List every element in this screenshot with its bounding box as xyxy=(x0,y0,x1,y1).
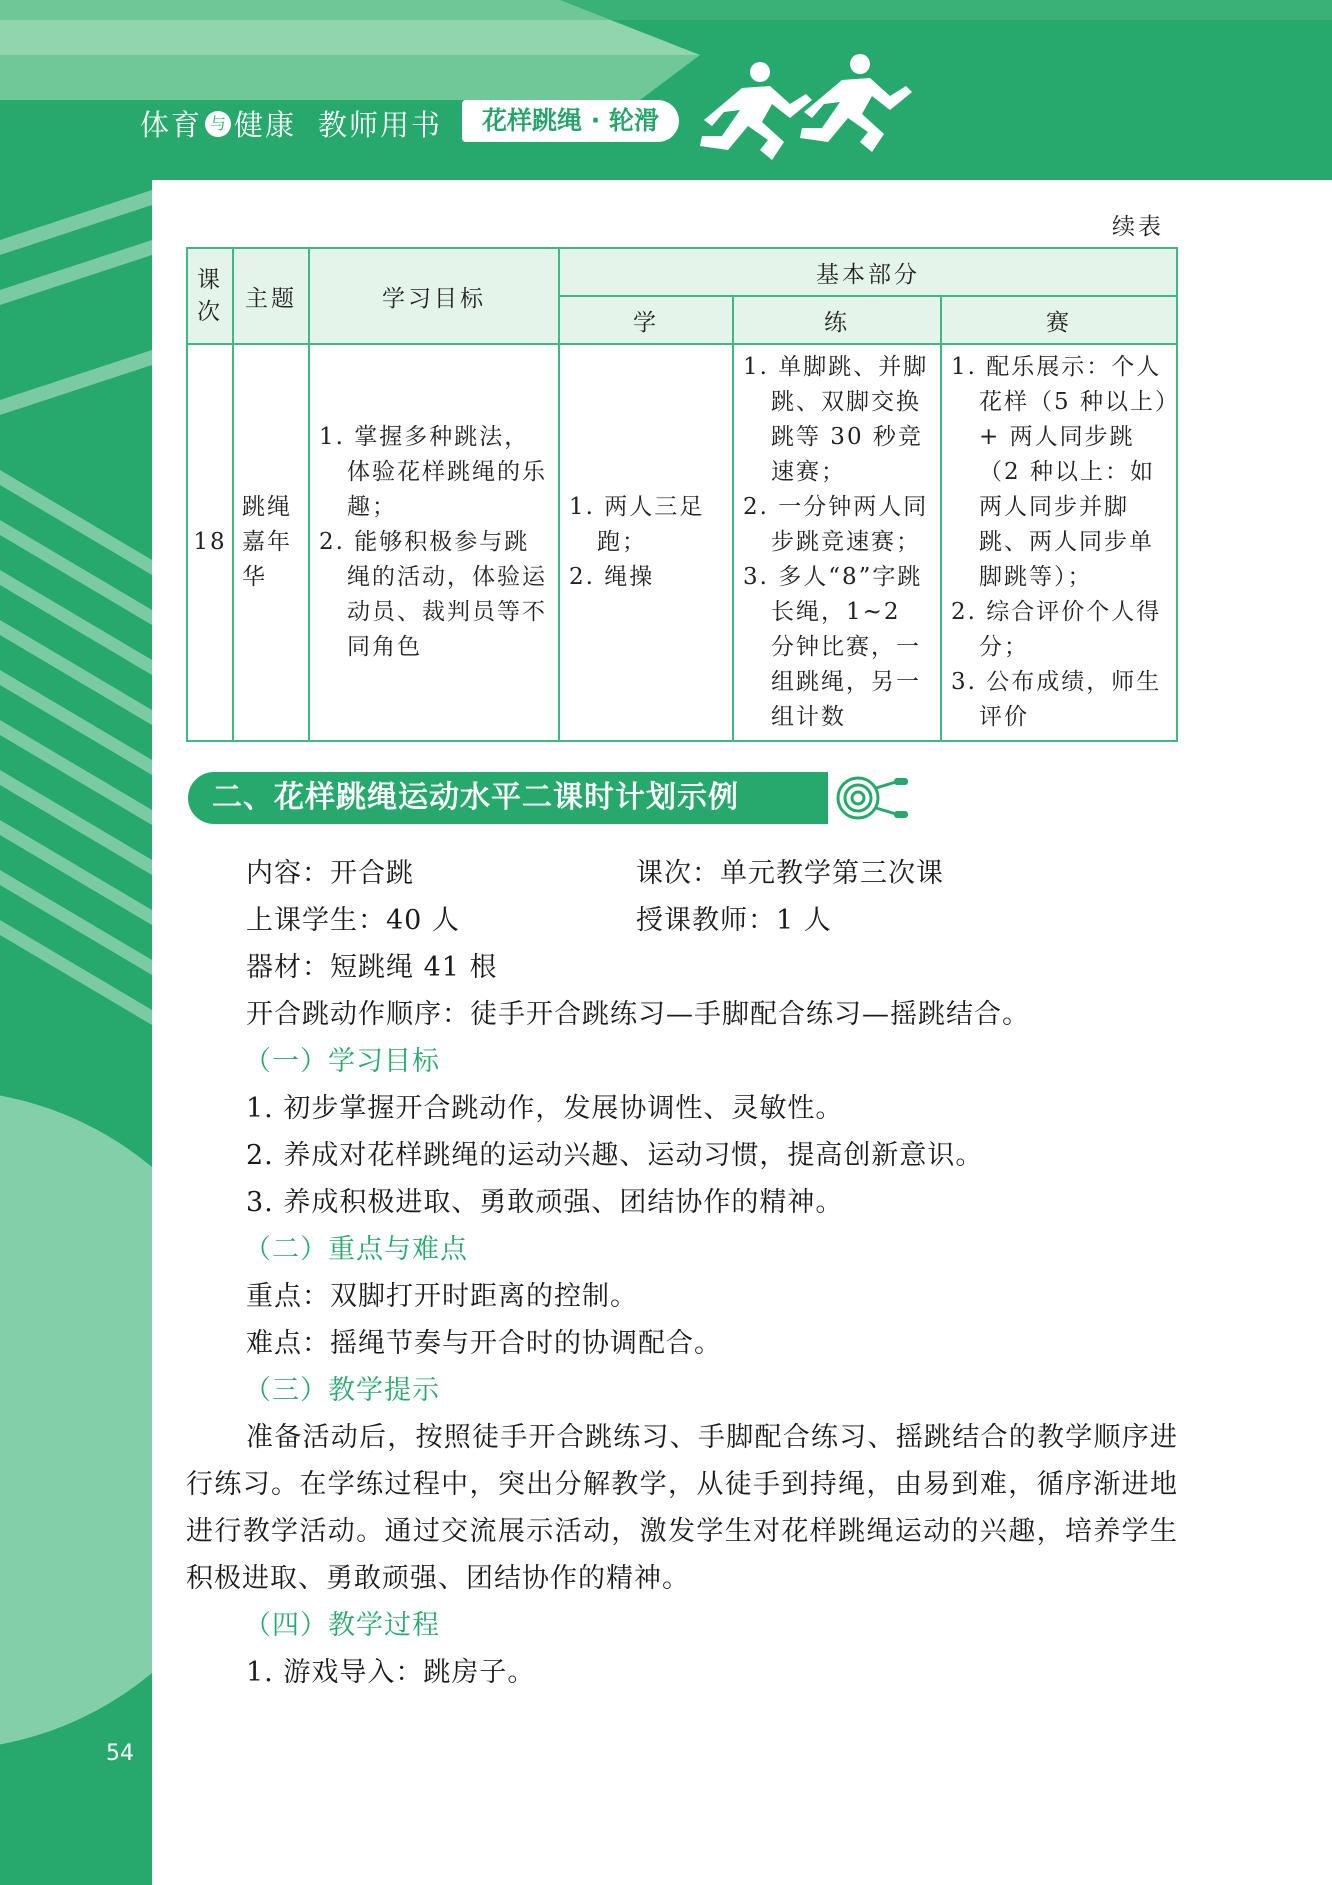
list-item: 2. 养成对花样跳绳的运动兴趣、运动习惯，提高创新意识。 xyxy=(246,1140,984,1171)
info-sequence: 开合跳动作顺序：徒手开合跳练习—手脚配合练习—摇跳结合。 xyxy=(246,999,1030,1030)
objective-item: 1. 掌握多种跳法，体验花样跳绳的乐趣； xyxy=(319,424,547,520)
section-heading-process: （四）教学过程 xyxy=(244,1610,440,1641)
compete-item: 1. 配乐展示：个人花样（5 种以上）+ 两人同步跳（2 种以上：如两人同步并脚跳、两人同步单脚跳等）； xyxy=(951,354,1169,590)
jump-rope-icon xyxy=(834,770,914,826)
cell-theme: 跳绳嘉年华 xyxy=(233,344,309,741)
header-compete: 赛 xyxy=(941,296,1177,344)
list-item: 1. 初步掌握开合跳动作，发展协调性、灵敏性。 xyxy=(246,1093,844,1124)
info-lesson-no: 课次：单元教学第三次课 xyxy=(636,858,944,889)
header-objectives: 学习目标 xyxy=(309,248,559,344)
book-title-with-badge: 与 xyxy=(205,111,231,137)
info-teachers: 授课教师：1 人 xyxy=(636,905,832,936)
header-basic-part: 基本部分 xyxy=(559,248,1177,296)
header-learn: 学 xyxy=(559,296,733,344)
learn-item: 2. 绳操 xyxy=(569,564,655,590)
section-heading-tips: （三）教学提示 xyxy=(244,1375,440,1406)
key-point: 重点：双脚打开时距离的控制。 xyxy=(246,1281,638,1312)
section-heading-objectives: （一）学习目标 xyxy=(244,1046,440,1077)
cell-learn xyxy=(559,344,733,741)
header-theme: 主题 xyxy=(233,248,309,344)
info-content: 内容：开合跳 xyxy=(246,858,414,889)
book-title-part3: 教师用书 xyxy=(318,108,443,142)
process-item: 1. 游戏导入：跳房子。 xyxy=(246,1657,536,1688)
practice-item: 3. 多人“8”字跳长绳，1~2 分钟比赛，一组跳绳，另一组计数 xyxy=(743,564,923,730)
practice-item: 2. 一分钟两人同步跳竞速赛； xyxy=(743,494,929,555)
page-number: 54 xyxy=(106,1741,134,1766)
lesson-table xyxy=(186,247,1178,742)
book-title xyxy=(140,103,442,144)
cell-objectives xyxy=(309,344,559,741)
section-title-banner: 二、花样跳绳运动水平二课时计划示例 xyxy=(188,772,828,824)
compete-item: 2. 综合评价个人得分； xyxy=(951,599,1162,660)
info-students: 上课学生：40 人 xyxy=(246,905,460,936)
teaching-tips-paragraph: 准备活动后，按照徒手开合跳练习、手脚配合练习、摇跳结合的教学顺序进行练习。在学练过程中，突出分解教学，从徒手到持绳，由易到难，循序渐进地进行教学活动。通过交流展示活动，激发学生对花样跳绳运动的兴趣，培养学生积极进取、勇敢顽强、团结协作的精神。 xyxy=(186,1422,1178,1594)
header-practice: 练 xyxy=(733,296,941,344)
objective-item: 2. 能够积极参与跳绳的活动，体验运动员、裁判员等不同角色 xyxy=(319,529,547,660)
table-row xyxy=(187,344,1177,741)
header-lesson: 课次 xyxy=(187,248,233,344)
cell-practice xyxy=(733,344,941,741)
cell-compete xyxy=(941,344,1177,741)
cell-lesson: 18 xyxy=(187,344,233,741)
practice-item: 1. 单脚跳、并脚跳、双脚交换跳等 30 秒竞速赛； xyxy=(743,354,929,485)
difficulty-point: 难点：摇绳节奏与开合时的协调配合。 xyxy=(246,1328,722,1359)
compete-item: 3. 公布成绩，师生评价 xyxy=(951,669,1162,730)
module-label: 花样跳绳 · 轮滑 xyxy=(462,100,679,142)
book-title-part2: 健康 xyxy=(234,108,297,142)
book-title-part1: 体育 xyxy=(140,108,203,142)
learn-item: 1. 两人三足跑； xyxy=(569,494,705,555)
lesson-plan-body xyxy=(186,850,1178,1696)
section-heading-key-points: （二）重点与难点 xyxy=(244,1234,468,1265)
continue-label: 续表 xyxy=(1112,214,1164,240)
info-equipment: 器材：短跳绳 41 根 xyxy=(246,952,498,983)
list-item: 3. 养成积极进取、勇敢顽强、团结协作的精神。 xyxy=(246,1187,844,1218)
